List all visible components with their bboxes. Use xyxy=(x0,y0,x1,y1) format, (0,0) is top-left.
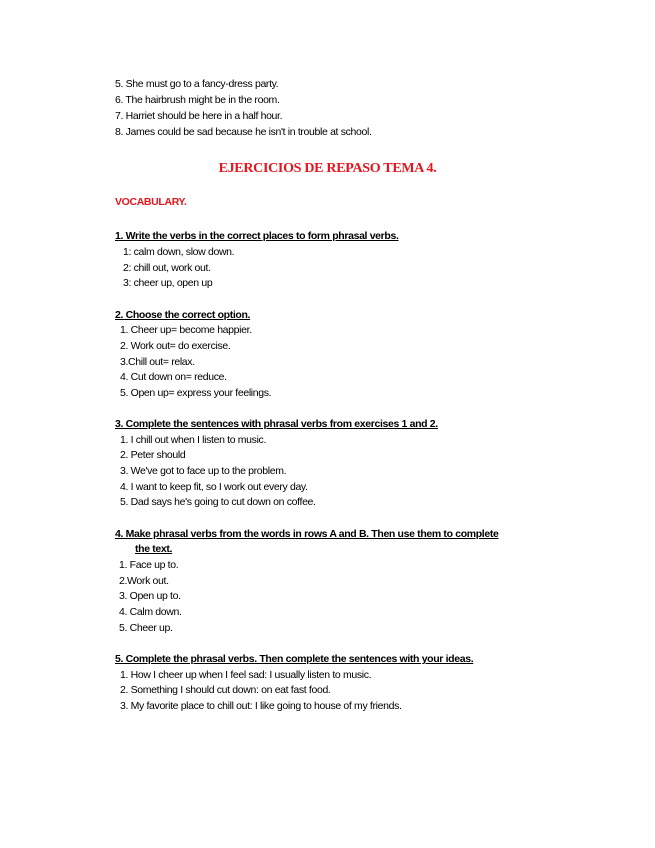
section-4-heading-cont: the text. xyxy=(135,543,173,555)
section-1-heading: 1. Write the verbs in the correct places to form phrasal verbs. xyxy=(115,230,399,242)
list-item: 5. Cheer up. xyxy=(119,622,173,634)
intro-line: 6. The hairbrush might be in the room. xyxy=(115,94,280,106)
list-item: 3. Open up to. xyxy=(119,590,181,602)
intro-line: 8. James could be sad because he isn't in trouble at school. xyxy=(115,126,372,138)
list-item: 5. Open up= express your feelings. xyxy=(120,387,272,399)
list-item: 3. We've got to face up to the problem. xyxy=(120,465,287,477)
list-item: 4. Cut down on= reduce. xyxy=(120,371,227,383)
section-2-heading: 2. Choose the correct option. xyxy=(115,309,251,321)
intro-line: 5. She must go to a fancy-dress party. xyxy=(115,78,279,90)
list-item: 5. Dad says he's going to cut down on coffee. xyxy=(120,496,316,508)
list-item: 2: chill out, work out. xyxy=(123,262,211,274)
list-item: 1. How I cheer up when I feel sad: I usually listen to music. xyxy=(120,669,372,681)
section-3-heading: 3. Complete the sentences with phrasal verbs from exercises 1 and 2. xyxy=(115,418,438,430)
section-4-heading: 4. Make phrasal verbs from the words in rows A and B. Then use them to complete xyxy=(115,528,499,540)
list-item: 2.Work out. xyxy=(119,575,169,587)
vocabulary-label: VOCABULARY. xyxy=(115,196,187,208)
list-item: 1: calm down, slow down. xyxy=(123,246,235,258)
list-item: 3: cheer up, open up xyxy=(123,277,213,289)
list-item: 1. I chill out when I listen to music. xyxy=(120,434,267,446)
list-item: 2. Peter should xyxy=(120,449,186,461)
list-item: 4. I want to keep fit, so I work out every day. xyxy=(120,481,308,493)
list-item: 2. Something I should cut down: on eat fast food. xyxy=(120,684,331,696)
list-item: 1. Cheer up= become happier. xyxy=(120,324,252,336)
list-item: 3. My favorite place to chill out: I like going to house of my friends. xyxy=(120,700,402,712)
intro-line: 7. Harriet should be here in a half hour. xyxy=(115,110,283,122)
section-5-heading: 5. Complete the phrasal verbs. Then complete the sentences with your ideas. xyxy=(115,653,474,665)
list-item: 2. Work out= do exercise. xyxy=(120,340,231,352)
list-item: 1. Face up to. xyxy=(119,559,179,571)
page-title: EJERCICIOS DE REPASO TEMA 4. xyxy=(218,161,437,176)
list-item: 4. Calm down. xyxy=(119,606,182,618)
list-item: 3.Chill out= relax. xyxy=(120,356,195,368)
